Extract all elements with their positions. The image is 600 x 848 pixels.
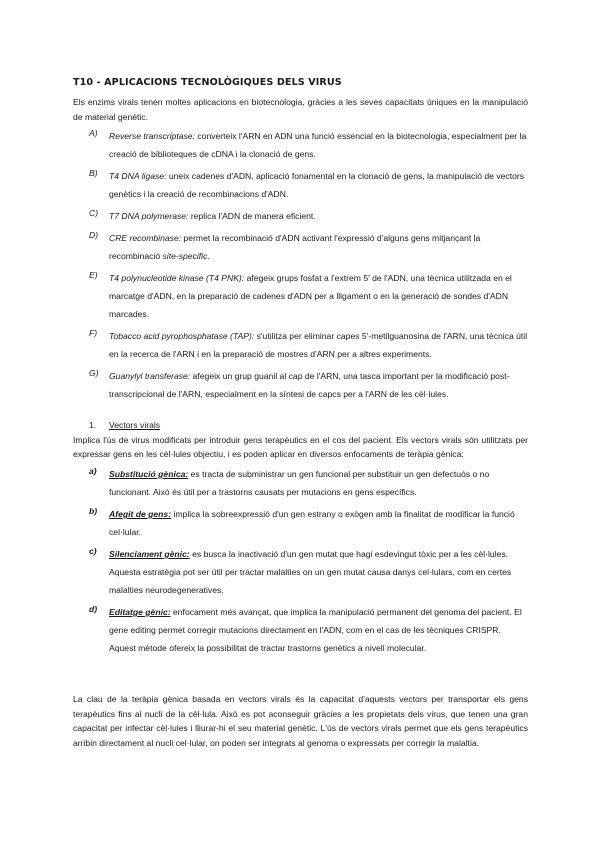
- approach-description: es tracta de subministrar un gen funcional per substituir un gen defectuós o no funcionant. Això és útil per a trastorns causats per mutacions en gens específics.: [109, 468, 490, 497]
- approach-term: Substitució gènica:: [109, 468, 189, 479]
- list-marker: F): [89, 328, 98, 339]
- approach-description: es busca la inactivació d'un gen mutat que hagi esdevingut tòxic per a les cèl·lules. Aquesta estratègia pot ser útil per tractar malalties on un gen mutat causa danys cel·lulars, com en certes malalties neurodegeneratives.: [109, 548, 512, 595]
- enzyme-description: uneix cadenes d'ADN, aplicació fonamental en la clonació de gens, la manipulació de vectors genètics i la creació de recombinacions d'ADN.: [109, 171, 525, 200]
- enzyme-description: s'utilitza per eliminar capes 5'-metilguanosina de l'ARN, una tècnica útil en la recerca de l'ARN i en la preparació de mostres d'ARN per a altres experiments.: [109, 331, 528, 360]
- enzyme-term: Guanylyl transferase:: [109, 371, 191, 382]
- list-item-approach-d: [73, 602, 528, 656]
- list-item-enzyme-g: [73, 366, 528, 402]
- list-item-enzyme-e: [73, 268, 528, 322]
- approach-term: Afegit de gens:: [109, 508, 172, 519]
- enzyme-description-italic: site-specific: [162, 251, 208, 262]
- list-item-enzyme-a: [73, 126, 528, 162]
- approach-description: implica la sobreexpressió d'un gen estrany o exògen amb la finalitat de modificar la funció cel·lular.: [109, 508, 515, 537]
- enzyme-term: Tobacco acid pyrophosphatase (TAP):: [109, 331, 255, 342]
- approach-term: Editatge gènic:: [109, 606, 171, 617]
- enzyme-term: CRE recombinase:: [109, 233, 182, 244]
- section-heading: [73, 418, 528, 433]
- enzyme-description: afegeix un grup guanil al cap de l'ARN, una tasca important per la modificació post-transcripcional de l'ARN, especialment en la síntesi de capcs per a l'ARN de les cèl·lules.: [109, 371, 510, 400]
- enzyme-description: replica l'ADN de manera eficient.: [188, 211, 316, 222]
- list-item-enzyme-b: [73, 166, 528, 202]
- section-label: Vectors virals: [109, 420, 161, 431]
- closing-paragraph: La clau de la teràpia gènica basada en vectors virals és la capacitat d'aquests vectors per transportar els gens terapèutics fins al nucli de la cèl·lula. Això es pot aconseguir gràcies a les propietats dels virus, que tenen una gran capacitat per infectar cèl·lules i lliurar-hi el seu material genètic. L'ús de vectors virals permet que els gens terapèutics arribin directament al nucli cel·lular, on poden ser integrats al genoma o expressats per corregir la malaltia.: [73, 693, 528, 748]
- vectors-intro-paragraph: Implica l'ús de virus modificats per introduir gens terapèutics en el cos del pacient. Els vectors virals són utilitzats per expressar gens en les cèl·lules objectiu, i es poden aplicar en diversos enfocaments de teràpia gènica:: [73, 434, 528, 460]
- list-marker: A): [89, 128, 98, 139]
- approach-term: Silenciament gènic:: [109, 548, 190, 559]
- enzyme-term: T4 polynucleotide kinase (T4 PNK):: [109, 273, 245, 284]
- enzyme-term: T4 DNA ligase:: [109, 171, 167, 182]
- enzyme-description: permet la recombinació d'ADN activant l'expressió d'alguns gens mitjançant la recombinació: [109, 233, 481, 262]
- approach-list: [73, 464, 528, 656]
- list-item-approach-b: [73, 504, 528, 540]
- list-marker: c): [89, 545, 97, 556]
- list-item-approach-a: [73, 464, 528, 500]
- list-marker: b): [89, 505, 98, 516]
- approach-description: enfocament més avançat, que implica la manipulació permanent del genoma del pacient. El gene editing permet corregir mutacions directament en l'ADN, com en el cas de les tècniques CRISPR. Aquest mètode ofereix la possibilitat de tractar trastorns genètics a nivell molecular.: [109, 606, 522, 653]
- enzyme-term: Reverse transcriptase:: [109, 131, 195, 142]
- enzyme-description-end: .: [207, 251, 210, 262]
- list-item-enzyme-c: [73, 206, 528, 224]
- enzyme-list: [73, 126, 528, 402]
- list-marker: C): [89, 208, 99, 219]
- list-item-approach-c: [73, 544, 528, 598]
- list-item-enzyme-d: [73, 228, 528, 264]
- list-marker: B): [89, 168, 98, 179]
- enzyme-term: T7 DNA polymerase:: [109, 211, 189, 222]
- page-title: T10 - APLICACIONS TECNOLÒGIQUES DELS VIRUS: [73, 77, 342, 88]
- enzyme-description: converteix l'ARN en ADN una funció essencial en la biotecnologia, especialment per la creació de biblioteques de cDNA i la clonació de gens.: [109, 131, 527, 160]
- list-marker: d): [89, 603, 98, 614]
- list-marker: a): [89, 465, 97, 476]
- list-item-enzyme-f: [73, 326, 528, 362]
- section-number: 1.: [89, 420, 97, 431]
- list-marker: G): [89, 368, 99, 379]
- list-marker: D): [89, 230, 99, 241]
- list-marker: E): [89, 270, 98, 281]
- document-page: [73, 76, 528, 750]
- enzyme-description: afegeix grups fosfat a l'extrem 5' de l'ADN, una tècnica utilitzada en el marcatge d'ADN, en la preparació de cadenes d'ADN per a lligament o en la generació de sondes d'ADN marcades.: [109, 273, 512, 320]
- intro-paragraph: Els enzims virals tenen moltes aplicacions en biotecnologia, gràcies a les seves capacitats úniques en la manipulació de material genètic.: [73, 97, 528, 122]
